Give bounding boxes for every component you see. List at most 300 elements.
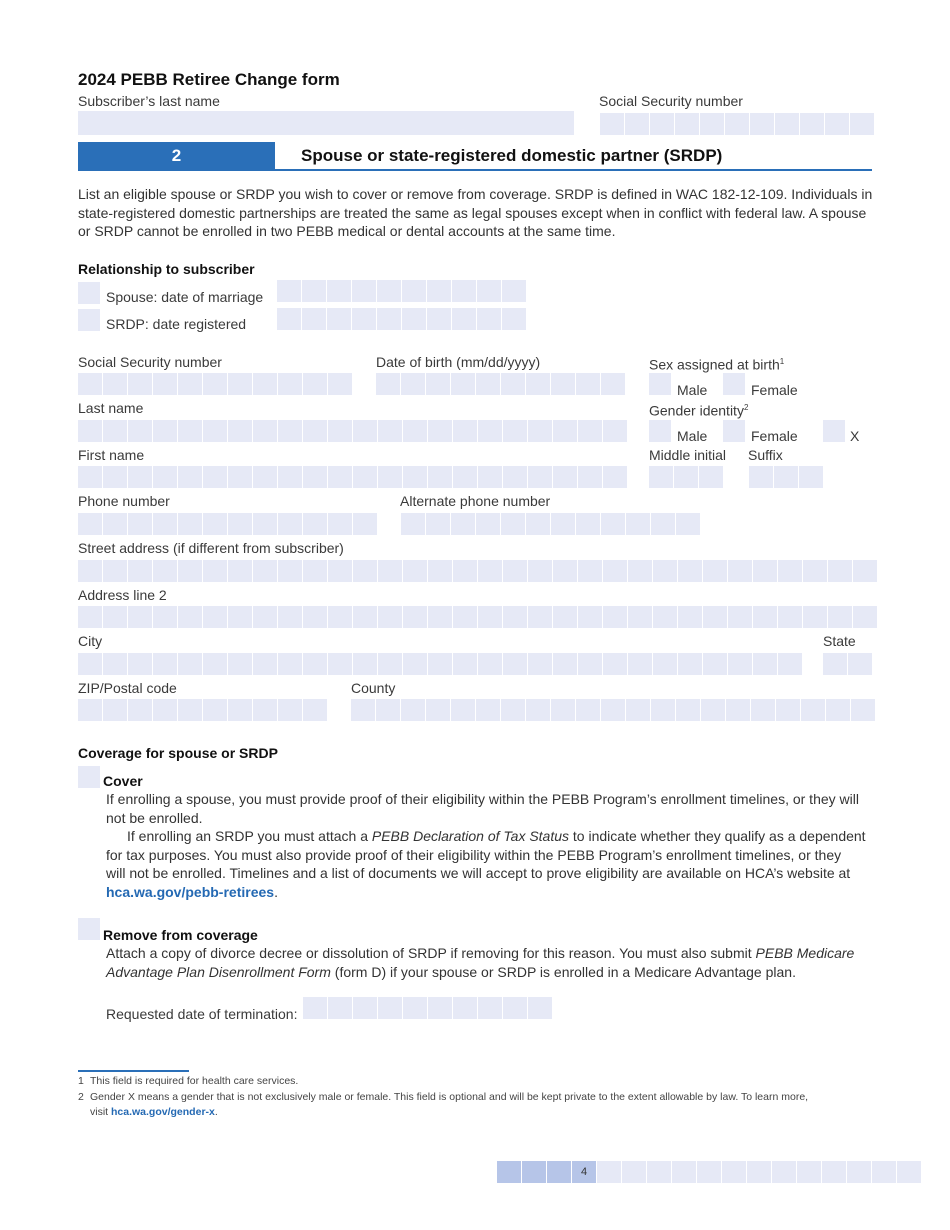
char-box[interactable]	[178, 513, 202, 535]
char-box[interactable]	[576, 699, 600, 721]
state-input[interactable]	[823, 653, 872, 675]
char-box[interactable]	[553, 653, 577, 675]
gender-x-checkbox[interactable]	[823, 420, 845, 442]
subscriber-ssn-input[interactable]	[600, 113, 874, 135]
county-input[interactable]	[351, 699, 875, 721]
char-box[interactable]	[353, 560, 377, 582]
char-box[interactable]	[403, 560, 427, 582]
char-box[interactable]	[625, 113, 649, 135]
char-box[interactable]	[452, 280, 476, 302]
sex-female-label: Female	[751, 382, 798, 398]
char-box[interactable]	[128, 466, 152, 488]
char-box[interactable]	[327, 280, 351, 302]
char-box[interactable]	[428, 997, 452, 1019]
char-box[interactable]	[376, 699, 400, 721]
char-box[interactable]	[753, 560, 777, 582]
char-box[interactable]	[526, 513, 550, 535]
last-name-input[interactable]	[78, 420, 627, 442]
zip-input[interactable]	[78, 699, 327, 721]
char-box[interactable]	[801, 699, 825, 721]
char-box[interactable]	[452, 308, 476, 330]
char-box[interactable]	[428, 466, 452, 488]
first-name-input[interactable]	[78, 466, 627, 488]
char-box[interactable]	[703, 560, 727, 582]
char-box[interactable]	[528, 653, 552, 675]
char-box[interactable]	[626, 513, 650, 535]
char-box[interactable]	[478, 466, 502, 488]
char-box[interactable]	[578, 420, 602, 442]
char-box[interactable]	[451, 699, 475, 721]
char-box[interactable]	[253, 699, 277, 721]
char-box[interactable]	[501, 373, 525, 395]
char-box[interactable]	[203, 606, 227, 628]
gender-female-checkbox[interactable]	[723, 420, 745, 442]
char-box[interactable]	[303, 997, 327, 1019]
char-box[interactable]	[699, 466, 723, 488]
char-box[interactable]	[800, 113, 824, 135]
char-box[interactable]	[353, 513, 377, 535]
char-box[interactable]	[278, 699, 302, 721]
char-box[interactable]	[402, 308, 426, 330]
char-box[interactable]	[426, 699, 450, 721]
char-box[interactable]	[828, 606, 852, 628]
char-box[interactable]	[774, 466, 798, 488]
char-box[interactable]	[178, 373, 202, 395]
char-box[interactable]	[753, 653, 777, 675]
middle-initial-input[interactable]	[649, 466, 723, 488]
char-box[interactable]	[775, 113, 799, 135]
char-box[interactable]	[103, 653, 127, 675]
dob-input[interactable]	[376, 373, 625, 395]
char-box[interactable]	[675, 113, 699, 135]
char-box[interactable]	[302, 308, 326, 330]
char-box[interactable]	[478, 420, 502, 442]
char-box[interactable]	[353, 606, 377, 628]
char-box[interactable]	[578, 653, 602, 675]
char-box[interactable]	[553, 420, 577, 442]
char-box[interactable]	[553, 606, 577, 628]
char-box[interactable]	[228, 653, 252, 675]
char-box[interactable]	[328, 466, 352, 488]
termination-date-input[interactable]	[303, 997, 552, 1019]
char-box[interactable]	[303, 373, 327, 395]
char-box[interactable]	[728, 560, 752, 582]
remove-checkbox[interactable]	[78, 918, 100, 940]
char-box[interactable]	[78, 466, 102, 488]
char-box[interactable]	[603, 466, 627, 488]
char-box[interactable]	[451, 373, 475, 395]
char-box[interactable]	[428, 653, 452, 675]
char-box[interactable]	[477, 308, 501, 330]
cover-checkbox[interactable]	[78, 766, 100, 788]
char-box[interactable]	[650, 113, 674, 135]
char-box[interactable]	[453, 653, 477, 675]
char-box[interactable]	[676, 513, 700, 535]
char-box[interactable]	[401, 513, 425, 535]
char-box[interactable]	[778, 560, 802, 582]
char-box[interactable]	[503, 997, 527, 1019]
char-box[interactable]	[303, 420, 327, 442]
char-box[interactable]	[153, 373, 177, 395]
char-box[interactable]	[153, 513, 177, 535]
char-box[interactable]	[649, 466, 673, 488]
marriage-date-input[interactable]	[277, 280, 526, 302]
char-box[interactable]	[427, 308, 451, 330]
char-box[interactable]	[128, 653, 152, 675]
char-box[interactable]	[277, 308, 301, 330]
char-box[interactable]	[750, 113, 774, 135]
char-box[interactable]	[103, 513, 127, 535]
char-box[interactable]	[678, 606, 702, 628]
char-box[interactable]	[628, 653, 652, 675]
char-box[interactable]	[501, 513, 525, 535]
char-box[interactable]	[178, 653, 202, 675]
char-box[interactable]	[228, 699, 252, 721]
char-box[interactable]	[751, 699, 775, 721]
char-box[interactable]	[278, 653, 302, 675]
char-box[interactable]	[853, 560, 877, 582]
char-box[interactable]	[203, 420, 227, 442]
char-box[interactable]	[451, 513, 475, 535]
phone-input[interactable]	[78, 513, 377, 535]
page-marker	[847, 1161, 871, 1183]
char-box[interactable]	[327, 308, 351, 330]
middle-initial-label: Middle initial	[649, 447, 727, 463]
char-box[interactable]	[502, 308, 526, 330]
char-box[interactable]	[453, 606, 477, 628]
char-box[interactable]	[478, 997, 502, 1019]
address2-input[interactable]	[78, 606, 877, 628]
char-box[interactable]	[576, 513, 600, 535]
char-box[interactable]	[426, 513, 450, 535]
subscriber-last-name-input[interactable]	[78, 111, 574, 135]
char-box[interactable]	[303, 560, 327, 582]
char-box[interactable]	[253, 466, 277, 488]
char-box[interactable]	[503, 466, 527, 488]
char-box[interactable]	[253, 513, 277, 535]
char-box[interactable]	[825, 113, 849, 135]
char-box[interactable]	[501, 699, 525, 721]
char-box[interactable]	[103, 466, 127, 488]
char-box[interactable]	[753, 606, 777, 628]
char-box[interactable]	[503, 420, 527, 442]
char-box[interactable]	[725, 113, 749, 135]
char-box[interactable]	[203, 699, 227, 721]
char-box[interactable]	[628, 560, 652, 582]
char-box[interactable]	[528, 466, 552, 488]
char-box[interactable]	[78, 699, 102, 721]
char-box[interactable]	[578, 560, 602, 582]
char-box[interactable]	[278, 466, 302, 488]
char-box[interactable]	[353, 997, 377, 1019]
char-box[interactable]	[153, 466, 177, 488]
char-box[interactable]	[153, 699, 177, 721]
char-box[interactable]	[503, 653, 527, 675]
char-box[interactable]	[848, 653, 872, 675]
alt-phone-input[interactable]	[401, 513, 700, 535]
char-box[interactable]	[153, 420, 177, 442]
char-box[interactable]	[228, 420, 252, 442]
char-box[interactable]	[228, 466, 252, 488]
gender-x-link[interactable]: hca.wa.gov/gender-x	[111, 1106, 215, 1118]
char-box[interactable]	[203, 513, 227, 535]
char-box[interactable]	[853, 606, 877, 628]
char-box[interactable]	[428, 606, 452, 628]
char-box[interactable]	[278, 606, 302, 628]
char-box[interactable]	[703, 653, 727, 675]
char-box[interactable]	[328, 606, 352, 628]
char-box[interactable]	[228, 513, 252, 535]
char-box[interactable]	[653, 653, 677, 675]
char-box[interactable]	[628, 606, 652, 628]
page-marker	[872, 1161, 896, 1183]
char-box[interactable]	[676, 699, 700, 721]
char-box[interactable]	[578, 606, 602, 628]
char-box[interactable]	[674, 466, 698, 488]
char-box[interactable]	[278, 373, 302, 395]
street-input[interactable]	[78, 560, 877, 582]
char-box[interactable]	[352, 280, 376, 302]
char-box[interactable]	[328, 653, 352, 675]
char-box[interactable]	[603, 653, 627, 675]
char-box[interactable]	[302, 280, 326, 302]
char-box[interactable]	[228, 606, 252, 628]
char-box[interactable]	[678, 560, 702, 582]
char-box[interactable]	[502, 280, 526, 302]
char-box[interactable]	[701, 699, 725, 721]
coverage-heading: Coverage for spouse or SRDP	[78, 745, 278, 761]
char-box[interactable]	[603, 420, 627, 442]
char-box[interactable]	[403, 420, 427, 442]
char-box[interactable]	[503, 560, 527, 582]
char-box[interactable]	[128, 420, 152, 442]
char-box[interactable]	[78, 560, 102, 582]
char-box[interactable]	[303, 699, 327, 721]
char-box[interactable]	[428, 560, 452, 582]
char-box[interactable]	[603, 606, 627, 628]
char-box[interactable]	[828, 560, 852, 582]
char-box[interactable]	[278, 513, 302, 535]
char-box[interactable]	[803, 560, 827, 582]
alt-phone-label: Alternate phone number	[400, 493, 551, 509]
page-marker	[522, 1161, 546, 1183]
char-box[interactable]	[103, 606, 127, 628]
char-box[interactable]	[278, 420, 302, 442]
char-box[interactable]	[178, 420, 202, 442]
char-box[interactable]	[128, 373, 152, 395]
char-box[interactable]	[78, 513, 102, 535]
char-box[interactable]	[328, 560, 352, 582]
registered-date-input[interactable]	[277, 308, 526, 330]
char-box[interactable]	[303, 466, 327, 488]
char-box[interactable]	[378, 653, 402, 675]
char-box[interactable]	[578, 466, 602, 488]
char-box[interactable]	[203, 653, 227, 675]
char-box[interactable]	[728, 653, 752, 675]
char-box[interactable]	[353, 653, 377, 675]
char-box[interactable]	[803, 606, 827, 628]
char-box[interactable]	[351, 699, 375, 721]
srdp-checkbox[interactable]	[78, 309, 100, 331]
char-box[interactable]	[303, 653, 327, 675]
gender-male-checkbox[interactable]	[649, 420, 671, 442]
char-box[interactable]	[476, 513, 500, 535]
char-box[interactable]	[377, 280, 401, 302]
char-box[interactable]	[328, 513, 352, 535]
char-box[interactable]	[553, 466, 577, 488]
char-box[interactable]	[128, 606, 152, 628]
char-box[interactable]	[253, 420, 277, 442]
char-box[interactable]	[153, 560, 177, 582]
char-box[interactable]	[128, 560, 152, 582]
char-box[interactable]	[277, 280, 301, 302]
char-box[interactable]	[653, 606, 677, 628]
char-box[interactable]	[823, 653, 847, 675]
char-box[interactable]	[378, 560, 402, 582]
char-box[interactable]	[778, 653, 802, 675]
char-box[interactable]	[128, 513, 152, 535]
char-box[interactable]	[477, 280, 501, 302]
char-box[interactable]	[601, 513, 625, 535]
char-box[interactable]	[678, 653, 702, 675]
char-box[interactable]	[328, 997, 352, 1019]
char-box[interactable]	[203, 466, 227, 488]
char-box[interactable]	[103, 699, 127, 721]
char-box[interactable]	[352, 308, 376, 330]
suffix-input[interactable]	[749, 466, 823, 488]
char-box[interactable]	[776, 699, 800, 721]
char-box[interactable]	[253, 606, 277, 628]
char-box[interactable]	[478, 606, 502, 628]
char-box[interactable]	[626, 699, 650, 721]
char-box[interactable]	[700, 113, 724, 135]
char-box[interactable]	[476, 373, 500, 395]
char-box[interactable]	[378, 466, 402, 488]
char-box[interactable]	[103, 373, 127, 395]
char-box[interactable]	[303, 513, 327, 535]
char-box[interactable]	[278, 560, 302, 582]
char-box[interactable]	[78, 373, 102, 395]
char-box[interactable]	[378, 606, 402, 628]
char-box[interactable]	[178, 606, 202, 628]
char-box[interactable]	[228, 560, 252, 582]
char-box[interactable]	[651, 513, 675, 535]
char-box[interactable]	[153, 606, 177, 628]
char-box[interactable]	[378, 420, 402, 442]
char-box[interactable]	[426, 373, 450, 395]
char-box[interactable]	[778, 606, 802, 628]
char-box[interactable]	[478, 560, 502, 582]
char-box[interactable]	[851, 699, 875, 721]
char-box[interactable]	[402, 280, 426, 302]
char-box[interactable]	[799, 466, 823, 488]
sex-female-checkbox[interactable]	[723, 373, 745, 395]
ssn-input[interactable]	[78, 373, 352, 395]
char-box[interactable]	[526, 699, 550, 721]
char-box[interactable]	[553, 560, 577, 582]
char-box[interactable]	[403, 466, 427, 488]
char-box[interactable]	[476, 699, 500, 721]
char-box[interactable]	[403, 606, 427, 628]
char-box[interactable]	[78, 606, 102, 628]
char-box[interactable]	[103, 560, 127, 582]
char-box[interactable]	[703, 606, 727, 628]
char-box[interactable]	[153, 653, 177, 675]
char-box[interactable]	[551, 373, 575, 395]
char-box[interactable]	[178, 699, 202, 721]
char-box[interactable]	[401, 373, 425, 395]
char-box[interactable]	[826, 699, 850, 721]
char-box[interactable]	[428, 420, 452, 442]
char-box[interactable]	[601, 373, 625, 395]
char-box[interactable]	[528, 420, 552, 442]
char-box[interactable]	[749, 466, 773, 488]
char-box[interactable]	[551, 513, 575, 535]
char-box[interactable]	[253, 373, 277, 395]
char-box[interactable]	[453, 466, 477, 488]
char-box[interactable]	[503, 606, 527, 628]
pebb-retirees-link[interactable]: hca.wa.gov/pebb-retirees	[106, 883, 275, 900]
char-box[interactable]	[303, 606, 327, 628]
char-box[interactable]	[850, 113, 874, 135]
char-box[interactable]	[478, 653, 502, 675]
char-box[interactable]	[453, 560, 477, 582]
char-box[interactable]	[178, 560, 202, 582]
char-box[interactable]	[353, 466, 377, 488]
char-box[interactable]	[377, 308, 401, 330]
char-box[interactable]	[528, 560, 552, 582]
char-box[interactable]	[403, 997, 427, 1019]
char-box[interactable]	[78, 420, 102, 442]
char-box[interactable]	[353, 420, 377, 442]
char-box[interactable]	[401, 699, 425, 721]
char-box[interactable]	[453, 997, 477, 1019]
char-box[interactable]	[378, 997, 402, 1019]
char-box[interactable]	[726, 699, 750, 721]
char-box[interactable]	[728, 606, 752, 628]
char-box[interactable]	[551, 699, 575, 721]
char-box[interactable]	[526, 373, 550, 395]
char-box[interactable]	[427, 280, 451, 302]
char-box[interactable]	[528, 606, 552, 628]
char-box[interactable]	[651, 699, 675, 721]
char-box[interactable]	[103, 420, 127, 442]
spouse-checkbox[interactable]	[78, 282, 100, 304]
city-input[interactable]	[78, 653, 802, 675]
char-box[interactable]	[253, 560, 277, 582]
sex-male-checkbox[interactable]	[649, 373, 671, 395]
char-box[interactable]	[603, 560, 627, 582]
char-box[interactable]	[453, 420, 477, 442]
suffix-label: Suffix	[748, 447, 783, 463]
char-box[interactable]	[78, 653, 102, 675]
char-box[interactable]	[328, 373, 352, 395]
char-box[interactable]	[228, 373, 252, 395]
char-box[interactable]	[203, 373, 227, 395]
char-box[interactable]	[203, 560, 227, 582]
char-box[interactable]	[528, 997, 552, 1019]
char-box[interactable]	[328, 420, 352, 442]
char-box[interactable]	[376, 373, 400, 395]
char-box[interactable]	[128, 699, 152, 721]
char-box[interactable]	[178, 466, 202, 488]
char-box[interactable]	[653, 560, 677, 582]
char-box[interactable]	[601, 699, 625, 721]
char-box[interactable]	[403, 653, 427, 675]
char-box[interactable]	[600, 113, 624, 135]
char-box[interactable]	[253, 653, 277, 675]
char-box[interactable]	[576, 373, 600, 395]
